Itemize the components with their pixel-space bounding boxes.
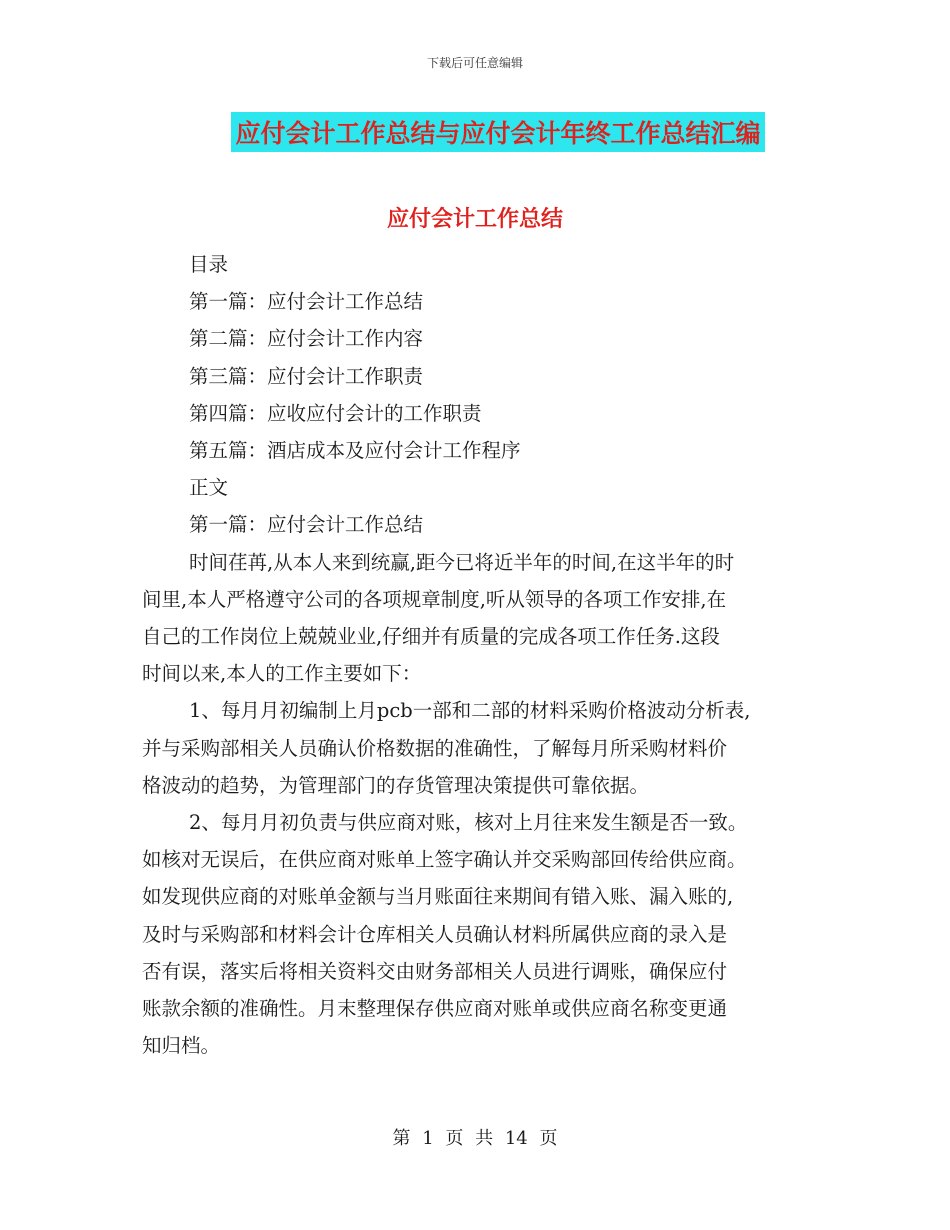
paragraph-line: 自己的工作岗位上兢兢业业,仔细并有质量的完成各项工作任务.这段 (142, 625, 720, 649)
paragraph-intro (142, 544, 812, 693)
paragraph-line: 格波动的趋势，为管理部门的存货管理决策提供可靠依据。 (142, 773, 650, 797)
toc-heading: 目录 (189, 253, 229, 276)
paragraph-item-2 (142, 804, 812, 1064)
main-title: 应付会计工作总结与应付会计年终工作总结汇编 (231, 112, 764, 152)
paragraph-line: 1、每月月初编制上月pcb一部和二部的材料采购价格波动分析表, (189, 699, 751, 723)
paragraph-line: 时间以来,本人的工作主要如下： (142, 662, 422, 686)
paragraph-line: 2、每月月初负责与供应商对账，核对上月往来发生额是否一致。 (189, 811, 748, 835)
toc-item: 第五篇：酒店成本及应付会计工作程序 (189, 439, 521, 463)
section-title: 第一篇：应付会计工作总结 (189, 513, 424, 537)
body-heading: 正文 (189, 476, 229, 500)
main-title-wrap (0, 112, 950, 152)
page-footer: 第 1 页 共 14 页 (392, 1128, 558, 1149)
document-content (142, 246, 812, 1064)
paragraph-line: 知归档。 (142, 1034, 221, 1058)
paragraph-line: 账款余额的准确性。月末整理保存供应商对账单或供应商名称变更通 (142, 997, 728, 1021)
sub-title: 应付会计工作总结 (386, 207, 563, 232)
paragraph-line: 时间荏苒,从本人来到统赢,距今已将近半年的时间,在这半年的时 (189, 550, 735, 574)
paragraph-line: 如核对无误后，在供应商对账单上签字确认并交采购部回传给供应商。 (142, 848, 747, 872)
paragraph-line: 及时与采购部和材料会计仓库相关人员确认材料所属供应商的录入是 (142, 922, 728, 946)
paragraph-line: 如发现供应商的对账单金额与当月账面往来期间有错入账、漏入账的, (142, 885, 734, 909)
toc-item: 第二篇：应付会计工作内容 (189, 327, 424, 351)
paragraph-line: 间里,本人严格遵守公司的各项规章制度,听从领导的各项工作安排,在 (142, 587, 727, 611)
header-note: 下载后可任意编辑 (426, 56, 523, 70)
toc-item: 第三篇：应付会计工作职责 (189, 364, 424, 388)
toc-item: 第四篇：应收应付会计的工作职责 (189, 401, 482, 425)
toc-item: 第一篇：应付会计工作总结 (189, 290, 424, 314)
paragraph-line: 否有误，落实后将相关资料交由财务部相关人员进行调账，确保应付 (142, 959, 728, 983)
paragraph-line: 并与采购部相关人员确认价格数据的准确性，了解每月所采购材料价 (142, 736, 728, 760)
paragraph-item-1 (142, 692, 812, 804)
